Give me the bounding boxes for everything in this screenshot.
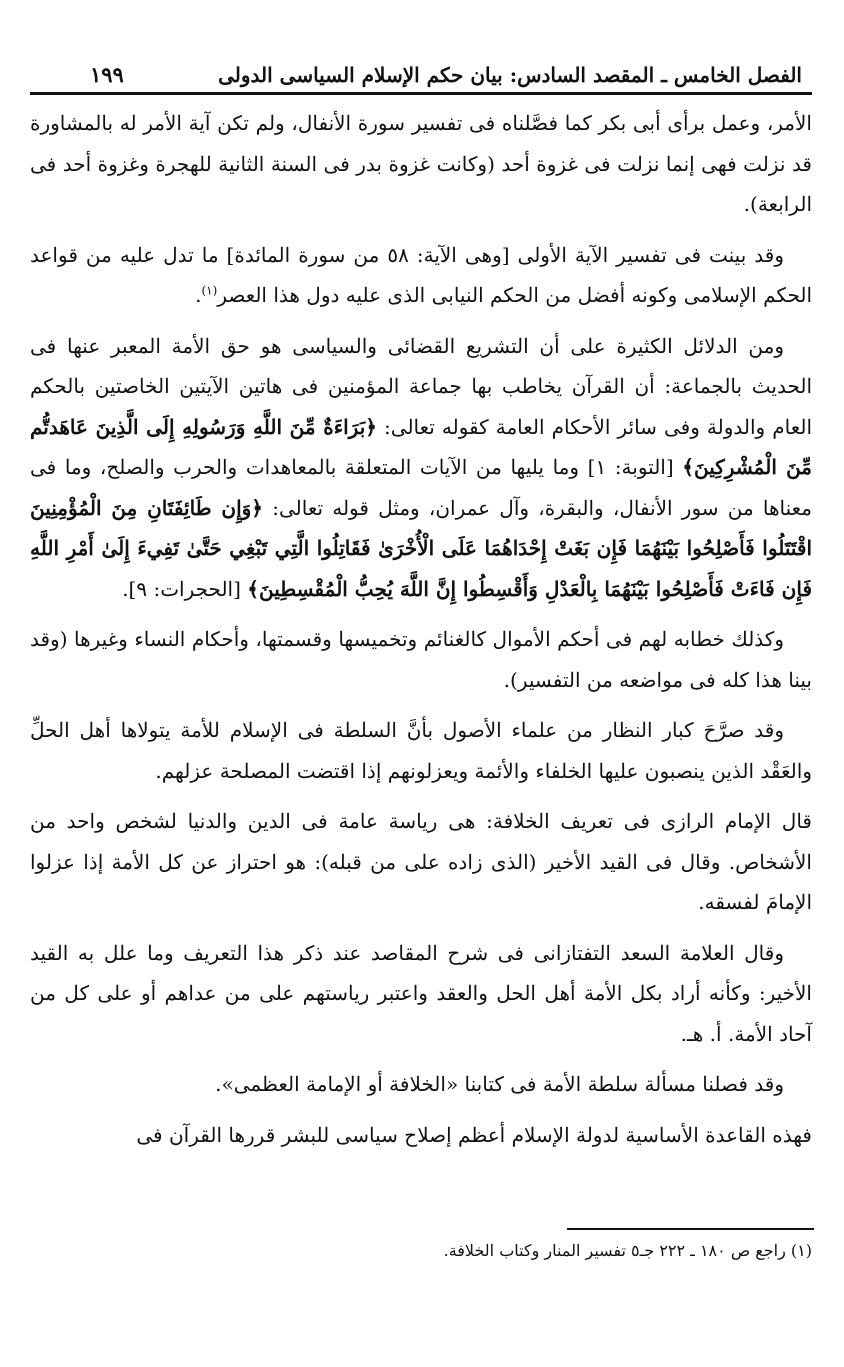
paragraph [30,103,812,225]
chapter-title: الفصل الخامس ـ المقصد السادس: بيان حكم الإسلام السياسى الدولى [218,63,802,87]
paragraph [30,1115,812,1156]
footnote-rule [567,1228,814,1230]
paragraph-text: فهذه القاعدة الأساسية لدولة الإسلام أعظم إصلاح سياسى للبشر قررها القرآن فى [136,1122,812,1147]
paragraph-text: وقد فصلنا مسألة سلطة الأمة فى كتابنا «الخلافة أو الإمامة العظمى». [215,1072,784,1096]
paragraph [30,235,812,316]
paragraph [30,619,812,700]
book-page [30,52,812,1165]
paragraph-text: [الحجرات: ٩]. [122,576,248,601]
header-rule [30,92,812,95]
quran-verse: ﴿وَإِن طَائِفَتَانِ مِنَ الْمُؤْمِنِينَ اقْتَتَلُوا فَأَصْلِحُوا بَيْنَهُمَا فَإِن بَغَتْ إِحْدَاهُمَا عَلَى الْأُخْرَىٰ فَقَاتِلُوا الَّتِي تَبْغِي حَتَّىٰ تَفِيءَ إِلَىٰ أَمْرِ اللَّهِ فَإِن فَاءَتْ فَأَصْلِحُوا بَيْنَهُمَا بِالْعَدْلِ وَأَقْسِطُوا إِنَّ اللَّهَ يُحِبُّ الْمُقْسِطِينَ﴾ [30,495,813,601]
paragraph-text: وقال العلامة السعد التفتازانى فى شرح المقاصد عند ذكر هذا التعريف وما علل به القيد الأخير: وكأنه أراد بكل الأمة أهل الحل والعقد واعتبر رياستهم على من عداهم أو على كل من آحاد الأمة. أ. هـ. [30,940,812,1046]
paragraph-text: [التوبة: ١] وما يليها من الآيات المتعلقة بالمعاهدات والحرب والصلح، وما فى معناها من سور الأنفال، والبقرة، وآل عمران، ومثل قوله تعالى: [30,455,812,520]
page-number: ١٩٩ [90,62,124,87]
paragraph-text: وكذلك خطابه لهم فى أحكم الأموال كالغنائم وتخميسها وقسمتها، وأحكام النساء وغيرها (وقد بينا هذا كله فى مواضعه من التفسير). [30,627,812,692]
footnote: (١) راجع ص ١٨٠ ـ ٢٢٢ جـ٥ تفسير المنار وكتاب الخلافة. [443,1241,812,1260]
running-header [30,52,812,90]
paragraph [30,801,812,923]
paragraph-text: وقد صرَّحَ كبار النظار من علماء الأصول بأنَّ السلطة فى الإسلام للأمة يتولاها أهل الحلِّ والعَقْد الذين ينصبون عليها الخلفاء والأئمة ويعزلونهم إذا اقتضت المصلحة عزلهم. [30,718,812,783]
paragraph-text: قال الإمام الرازى فى تعريف الخلافة: هى رياسة عامة فى الدين والدنيا لشخص واحد من الأشخاص. وقال فى القيد الأخير (الذى زاده على من قبله): هو احتراز عن كل الأمة إذا عزلوا الإمامَ لفسقه. [30,809,812,914]
paragraph [30,1064,812,1105]
paragraph-text: . [195,283,202,307]
paragraph-text: وقد بينت فى تفسير الآية الأولى [وهى الآية: ٥٨ من سورة المائدة] ما تدل عليه من قواعد الحكم الإسلامى وكونه أفضل من الحكم النيابى الذى عليه دول هذا العصر [30,242,812,307]
paragraph [30,710,812,791]
paragraph [30,933,812,1055]
body-text [30,103,812,1155]
paragraph [30,326,812,610]
paragraph-text: ومن الدلائل الكثيرة على أن التشريع القضائى والسياسى هو حق الأمة المعبر عنها فى الحديث بالجماعة: أن القرآن يخاطب بها جماعة المؤمنين فى هاتين الآيتين الخاصتين بالحكم العام والدولة وفى سائر الأحكام العامة كقوله تعالى: [30,333,812,439]
paragraph-text: الأمر، وعمل برأى أبى بكر كما فصَّلناه فى تفسير سورة الأنفال، ولم تكن آية الأمر له بالمشاورة قد نزلت فهى إنما نزلت فى غزوة أحد (وكانت غزوة بدر فى السنة الثانية للهجرة وغزوة أحد فى الرابعة). [30,111,812,216]
quran-verse: ﴿بَرَاءَةٌ مِّنَ اللَّهِ وَرَسُولِهِ إِلَى الَّذِينَ عَاهَدتُّم مِّنَ الْمُشْرِكِينَ﴾ [30,414,813,479]
footnote-marker: (١) [201,283,218,298]
